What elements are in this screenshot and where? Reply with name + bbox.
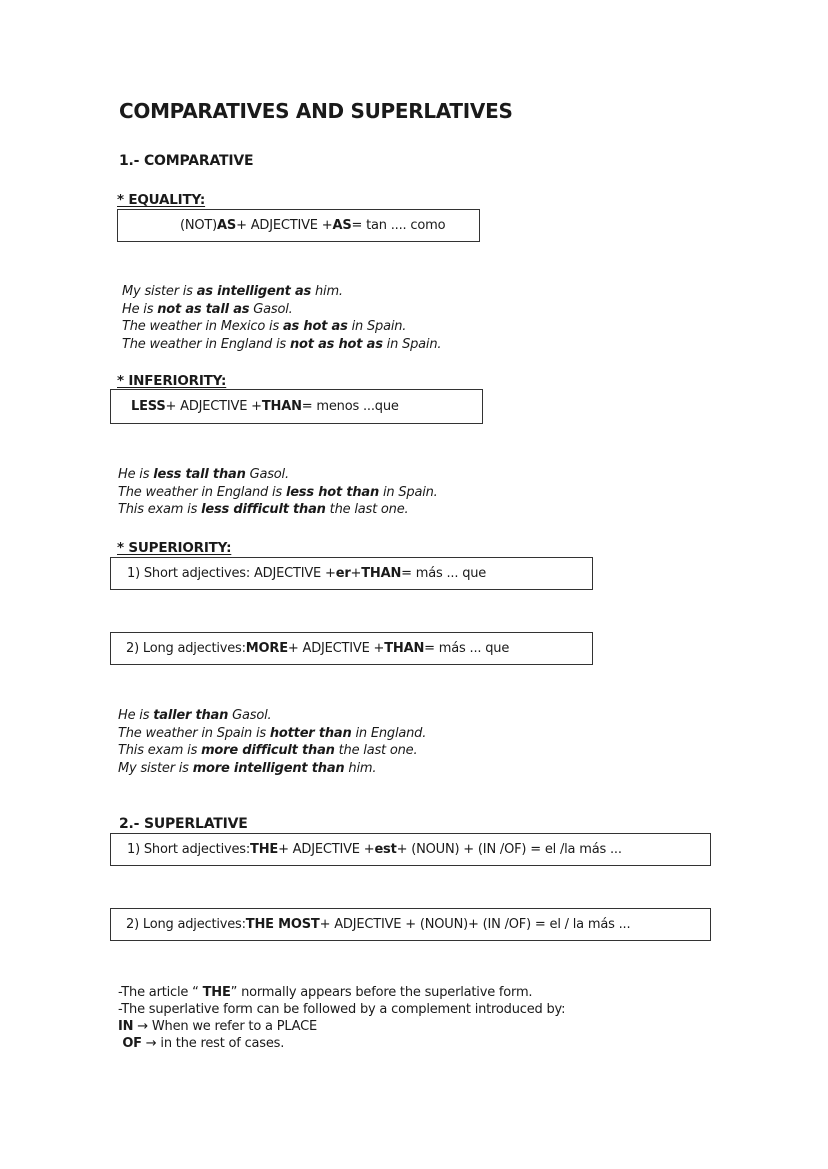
text-segment: + ADJECTIVE + — [278, 842, 375, 857]
equality-label: * EQUALITY: — [117, 192, 206, 208]
text-segment: 1) Short adjectives: ADJECTIVE + — [127, 566, 336, 581]
section-heading-superlative: 2.- SUPERLATIVE — [119, 816, 248, 832]
text-segment: + ADJECTIVE + — [236, 218, 333, 233]
inferiority-examples — [118, 466, 438, 519]
superiority-short-rule-box — [110, 557, 593, 590]
text-segment: The weather in Spain is — [118, 725, 270, 741]
text-segment: The weather in England is — [122, 336, 290, 352]
text-segment: the last one. — [334, 743, 418, 759]
superiority-long-rule-box — [110, 632, 593, 665]
text-line — [118, 725, 426, 743]
bold-keyword: less hot than — [285, 484, 380, 500]
text-segment: He is — [118, 708, 154, 723]
text-line — [118, 1018, 565, 1035]
text-segment: (NOT) — [180, 218, 218, 233]
inferiority-rule-box — [110, 389, 483, 424]
text-segment: = más ... que — [401, 566, 487, 581]
text-segment: = tan .... como — [351, 218, 446, 233]
text-segment: + — [350, 566, 362, 581]
text-segment: + ADJECTIVE + — [165, 399, 262, 414]
bold-keyword: more difficult than — [201, 743, 335, 759]
text-segment: him. — [344, 760, 377, 776]
text-line — [118, 484, 438, 502]
superlative-long-rule-box — [110, 908, 711, 941]
text-line — [122, 336, 441, 354]
text-line — [122, 283, 441, 301]
bold-keyword: not as hot as — [289, 336, 383, 352]
page-title: COMPARATIVES AND SUPERLATIVES — [119, 99, 513, 123]
text-segment: My sister is — [118, 760, 193, 776]
text-segment: him. — [311, 284, 343, 299]
bold-keyword: THE MOST — [245, 917, 320, 932]
text-segment: The weather in Mexico is — [122, 319, 283, 335]
bold-keyword: OF — [118, 1036, 142, 1051]
text-segment: in Spain. — [347, 319, 407, 335]
bold-keyword: taller than — [153, 708, 229, 723]
text-segment: + ADJECTIVE + (NOUN)+ (IN /OF) = el / la más ... — [319, 917, 631, 932]
section-heading-comparative: 1.- COMPARATIVE — [119, 153, 254, 169]
bold-keyword: THAN — [261, 399, 302, 414]
bold-keyword: more intelligent than — [192, 760, 345, 776]
text-segment: = más ... que — [424, 641, 510, 656]
superlative-notes — [118, 984, 565, 1052]
bold-keyword: MORE — [245, 641, 288, 656]
text-segment: the last one. — [325, 502, 409, 518]
bold-keyword: AS — [217, 218, 237, 233]
text-segment: + ADJECTIVE + — [287, 641, 385, 656]
bold-keyword: THE — [202, 985, 231, 1000]
text-segment: The weather in England is — [118, 484, 286, 500]
text-segment: 2) Long adjectives: — [126, 641, 246, 656]
text-segment: -The article “ — [118, 985, 203, 1000]
bold-keyword: THAN — [361, 566, 402, 581]
text-segment: Gasol. — [249, 301, 293, 317]
superiority-examples — [118, 707, 426, 777]
equality-examples — [122, 283, 441, 353]
text-segment: He is — [122, 301, 158, 317]
text-segment: Gasol. — [228, 708, 272, 723]
text-segment: -The superlative form can be followed by a complement introduced by: — [118, 1002, 566, 1017]
text-segment: Gasol. — [245, 467, 289, 482]
text-segment: in Spain. — [379, 484, 438, 500]
bold-keyword: as hot as — [282, 319, 348, 335]
text-segment: This exam is — [118, 502, 202, 518]
superlative-short-rule-box — [110, 833, 711, 866]
text-segment: + (NOUN) + (IN /OF) = el /la más ... — [396, 842, 622, 857]
text-segment: My sister is — [122, 284, 197, 299]
bold-keyword: THE — [250, 842, 279, 857]
bold-keyword: est — [374, 842, 397, 857]
text-segment: in Spain. — [382, 336, 442, 352]
bold-keyword: er — [335, 566, 351, 581]
text-line — [118, 501, 438, 519]
text-segment: ” normally appears before the superlative form. — [230, 985, 533, 1000]
superiority-label: * SUPERIORITY: — [117, 540, 232, 556]
bold-keyword: less tall than — [153, 467, 246, 482]
text-line — [118, 1001, 565, 1018]
text-segment: He is — [118, 467, 154, 482]
text-segment: This exam is — [118, 743, 202, 759]
text-segment: → in the rest of cases. — [141, 1036, 285, 1051]
bold-keyword: THAN — [384, 641, 425, 656]
inferiority-label: * INFERIORITY: — [117, 373, 227, 389]
text-line — [122, 301, 441, 319]
text-segment: → When we refer to a PLACE — [133, 1019, 318, 1034]
text-line — [118, 466, 438, 484]
text-line — [118, 984, 565, 1001]
bold-keyword: AS — [332, 218, 352, 233]
text-line — [118, 760, 426, 778]
text-segment: in England. — [351, 725, 427, 741]
bold-keyword: less difficult than — [201, 502, 326, 518]
bold-keyword: hotter than — [269, 725, 352, 741]
text-segment: 1) Short adjectives: — [127, 842, 251, 857]
text-line — [118, 742, 426, 760]
bold-keyword: LESS — [131, 399, 166, 414]
bold-keyword: not as tall as — [157, 301, 250, 317]
text-line — [122, 318, 441, 336]
text-line — [118, 1035, 565, 1052]
text-segment: = menos ...que — [301, 399, 399, 414]
text-segment: 2) Long adjectives: — [126, 917, 246, 932]
text-line — [118, 707, 426, 725]
bold-keyword: as intelligent as — [196, 284, 312, 299]
equality-rule-box — [117, 209, 480, 242]
bold-keyword: IN — [118, 1019, 134, 1034]
